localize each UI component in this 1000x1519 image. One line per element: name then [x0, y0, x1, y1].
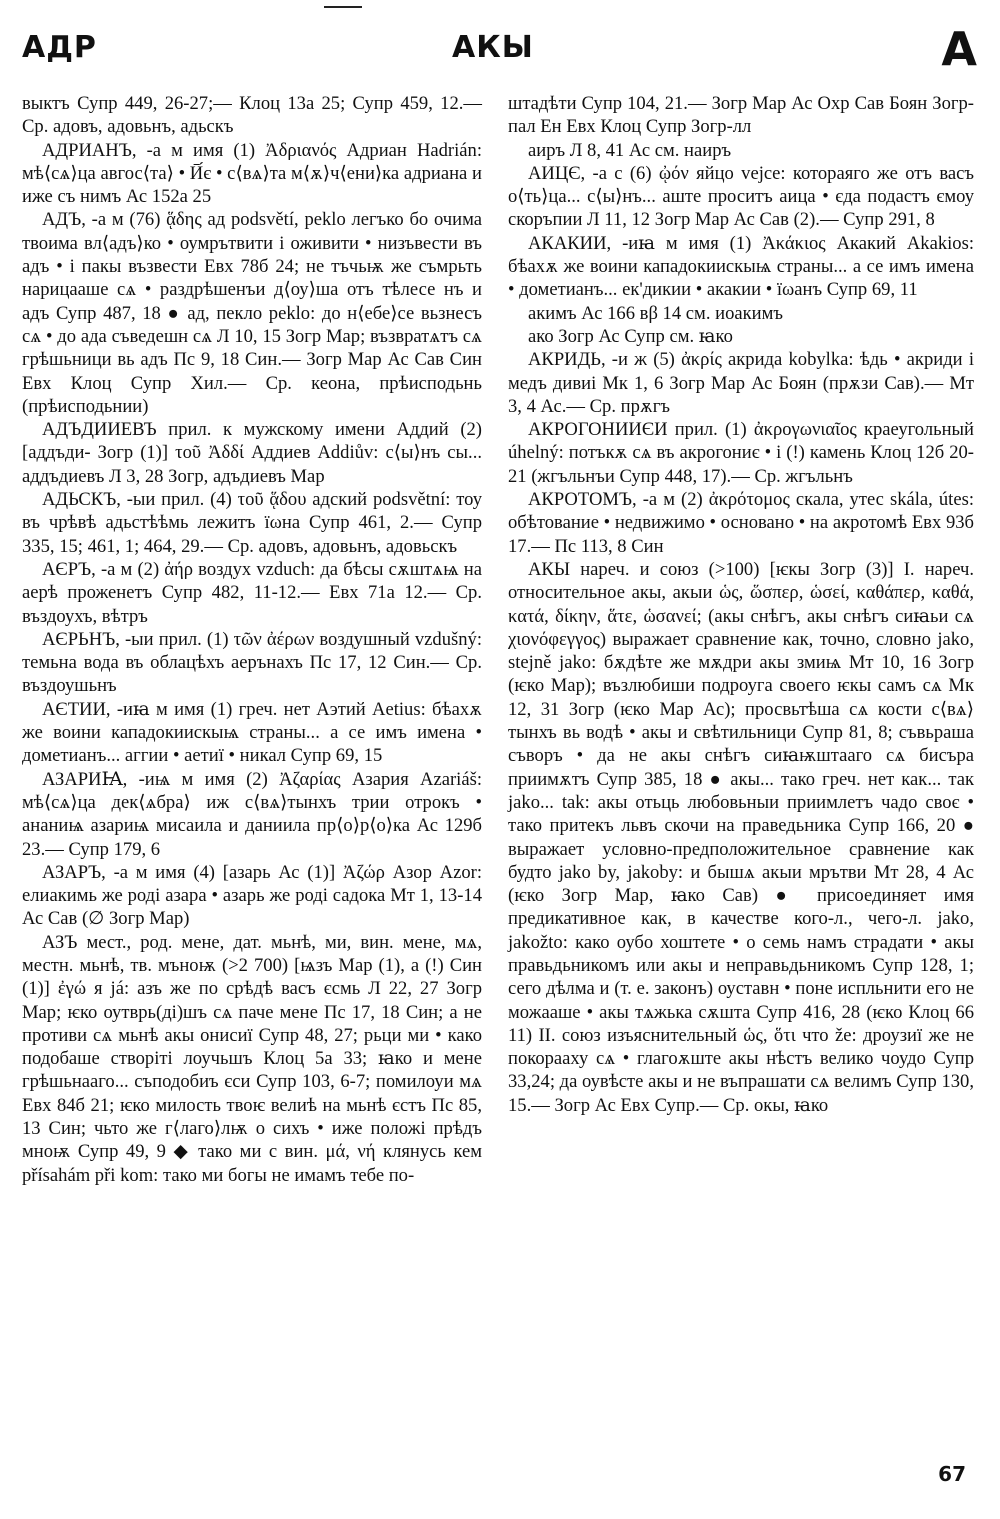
top-rule	[324, 6, 362, 8]
crossref-air: аиръ Л 8, 41 Ас см. наиръ	[528, 139, 732, 161]
section-letter: А	[941, 22, 978, 76]
entry-aern: АЄРЬНЪ, -ыи прил. (1) τῶν ἀέρων воздушный vzdušný: темьна вода въ облацѣхъ аерънахъ Пс 17, 12 Син.— Ср. въздоушьнъ	[22, 628, 482, 697]
entry-azaria: АЗАРИꙖ, -иѩ м имя (2) Ἀζαρίας Азария Azariáš: мѣ⟨сѧ⟩ца дек⟨ѧбра⟩ иж с⟨вѧ⟩тынхъ трии отрокъ • ананиѩ азариѩ мисаила и даниила пр⟨о⟩р⟨о⟩ка Ас 129б 23.— Супр 179, 6	[22, 768, 482, 860]
crossref-akim: акимъ Ас 166 вβ 14 см. иоакимъ	[528, 302, 783, 324]
entry-akrotom: АКРОТОМЪ, -а м (2) ἀκρότομος скала, утес skála, útes: обѣтование • недвижимо • основано • на акротомѣ Евх 93б 17.— Пс 113, 8 Син	[508, 489, 974, 557]
entry-ad: АДЪ, -а м (76) ᾅδης ад podsvětí, peklo легъко бо очима твоима вл⟨адъ⟩ко • оумрътвити i оживити • низъвести въ адъ • i пакы възвести Евх 78б 24; не тъчьѭ же съмрьть нарицааше сѧ • раздрѣшенъи д⟨оу⟩ша отъ тѣлесе нъ и адъ Супр 487, 18 ● ад, пекло peklo: до н⟨ебе⟩се вьзнесъ сѧ • до ада съведешн сѧ Л 10, 15 Зогр Мар; възвратѧтъ сѧ грѣшьници вь адъ Пс 9, 18 Син.— Зогр Мар Ас Сав Син Евх Клоц Супр Хил.— Ср. кеона, прѣисподьнь (прѣисподьнии)	[22, 209, 482, 417]
entry-akrogoniiei: АКРОГОНИИЄИ прил. (1) ἀκρογωνιαῖος краеугольный úhelný: потъкѫ сѧ въ акрогониє • і (!) камень Клоц 12б 20-21 (жгъльнъи Супр 448, 17).— Ср. жгъльнъ	[508, 419, 974, 487]
entry-continuation: штадѣти Супр 104, 21.— Зогр Мар Ас Охр Сав Боян Зогр-пал Ен Евх Клоц Супр Зогр-лл	[508, 93, 974, 138]
entry-adrian: АДРИАНЪ, -а м имя (1) Ἀδριανός Адриан Hadrián: мѣ⟨сѧ⟩ца авгос⟨та⟩ • Ӣ́є • с⟨вѧ⟩та м⟨ѫ⟩ч⟨ени⟩ка адриана и иже съ нимъ Ас 152а 25	[22, 139, 482, 208]
entry-aice: АИЦЄ, -а с (6) ᾠόν яйцо vejce: котораяго же отъ васъ о⟨ть⟩ца... с⟨ы⟩нъ... аште проситъ аица • єда подастъ ємоу скоръпии Л 11, 12 Зогр Мар Ас Сав (2).— Супр 291, 8	[508, 162, 974, 231]
entry-adsk: АДЬСКЪ, -ыи прил. (4) τοῦ ᾅδου адский podsvětní: тоу въ чрѣвѣ адьстѣѣмь лежитъ їωна Супр 461, 2.— Супр 335, 15; 461, 1; 464, 29.— Ср. адовъ, адовьнъ, адовьскъ	[22, 489, 482, 557]
right-column	[508, 92, 974, 1117]
entry-aer: АЄРЪ, -а м (2) ἀήρ воздух vzduch: да бѣсы сѫштѧѩ на аерѣ проженетъ Супр 482, 11-12.— Евх 71а 12.— Ср. въздоухъ, вѣтръ	[22, 558, 482, 627]
running-head-left: АДР	[22, 30, 97, 65]
entry-aetii: АЄТИИ, -иꙗ м имя (1) греч. нет Аэтий Aetius: бѣахѫ же воини кападокиискыѩ страны... а се имъ имена • дометианъ... аггии • аетиї • никал Супр 69, 15	[22, 698, 482, 767]
page-number: 67	[938, 1462, 966, 1486]
left-column	[22, 92, 482, 1187]
entry-akakii: АКАКИИ, -иꙗ м имя (1) Ἀκάκιος Акакий Akakios: бѣахѫ же воини кападокиискыѩ страны... а се имъ имена • дометианъ... ек'дикии • акакии • їωанъ Супр 69, 11	[508, 232, 974, 301]
entry-azar: АЗАРЪ, -а м имя (4) [азарь Ас (1)] Ἀζώρ Азор Azor: елиакимь же роді азара • азарь же роді садока Мт 1, 13-14 Ас Сав (∅ Зогр Мар)	[22, 861, 482, 930]
entry-continuation: выктъ Супр 449, 26-27;— Клоц 13а 25; Супр 459, 12.— Ср. адовъ, адовьнъ, адьскъ	[22, 93, 482, 138]
running-head-center: АКЫ	[452, 30, 534, 65]
crossref-ako: ако Зогр Ас Супр см. ꙗко	[528, 325, 733, 347]
entry-addiev: АДЪДИИЕВЪ прил. к мужскому имени Аддий (2) [аддъди- Зогр (1)] τοῦ Ἀδδί Аддиев Addiův: с⟨ы⟩нъ сы... аддъдиевъ Л 3, 28 Зогр, адъдиевъ Мар	[22, 419, 482, 487]
entry-az: АЗЪ мест., род. мене, дат. мьнѣ, ми, вин. мене, мѧ, местн. мьнѣ, тв. мъноѭ (>2 700) [ѩзъ Мар (1), а (!) Син (1)] ἐγώ я já: азъ же по срѣдѣ васъ єсмь Л 22, 27 Зогр Мар; ѥко оутврь(ді)шъ сѧ паче мене Пс 17, 18 Син; а не противи сѧ мьнѣ акы онисиї Супр 48, 27; рьци ми • како подобаше створіті лоучьшъ Клоц 5а 33; ꙗко и мене грѣшьнааго... съподобиъ єси Супр 103, 6-7; помилоуи мѧ Евх 84б 21; ѥко милость твоѥ велиѣ на мьнѣ єстъ Пс 85, 13 Син; чьто же г⟨лаго⟩лѭ о сихъ • иже положі прѣдъ мноѭ Супр 49, 9 ◆ тако ми с вин. μά, νή клянусь кем přísahám při kom: тако ми богы не имамъ тебе по-	[22, 931, 482, 1186]
entry-akrid: АКРИДЬ, -и ж (5) ἀκρίς акрида kobylka: ѣдь • акриди і медъ дивиі Мк 1, 6 Зогр Мар Ас Боян (прѫзи Сав).— Мт 3, 4 Ас.— Ср. прѫгъ	[508, 349, 974, 417]
entry-aky: АКЫ нареч. и союз (>100) [ѥкы Зогр (3)] I. нареч. относительное акы, акыи ὡς, ὥσπερ, ὡσεί, καθάπερ, καθά, κατά, δίκην, ἅτε, ὡσανεί; (акы снѣгъ, акы снѣгъ сиꙗьи сѧ χιονόφεγγος) выражает сравнение как, точно, словно jako, stejně jako: бѫдѣте же мѫдри акы змиѩ Мт 10, 16 Зогр (ѥко Мар); възлюбиши подроуга своего ѥкы самъ сѧ Мк 12, 31 Зогр (ѥко Мар Ас); просвьтѣша сѧ кости с⟨вѧ⟩тынхъ вь водѣ • акы и свѣтильници Супр 81, 8; съвьраша съворъ • да не акы снѣгъ сиꙗѭштааго сѧ бисъра приимѫтъ Супр 385, 18 ● акы... тако греч. нет как... так jako... tak: акы отьць любовьныи приимлетъ чадо своє • тако притекъ львъ скочи на праведьника Супр 166, 20 ● выражает условно-предположительное сравнение как будто jako by, jakoby: и бышѧ акыи мрътви Мт 28, 4 Ас (ѥко Зогр Мар, ꙗко Сав) ● присоединяет имя предикативное как, в качестве кого-л., чего-л. jako, jakožto: како оубо хоштете • о семь намъ страдати • акы правьдьникомъ или акы и неправьдьникомъ Супр 128, 1; сего дѣлма и (т. е. законъ) оуставн • поне испльнити его не можааше • акы тѧжька сѫшта Супр 416, 28 (ѥко Клоц 66 11) II. союз изъяснительный ὡς, ὅτι что že: дроузиї же не покорааху сѧ • глагоѫште акы нѣстъ велико чоудо Супр 33,24; да оувѣсте акы и не въпрашати сѧ велимъ Супр 130, 15.— Зогр Ас Евх Супр.— Ср. окы, ꙗко	[508, 558, 974, 1116]
